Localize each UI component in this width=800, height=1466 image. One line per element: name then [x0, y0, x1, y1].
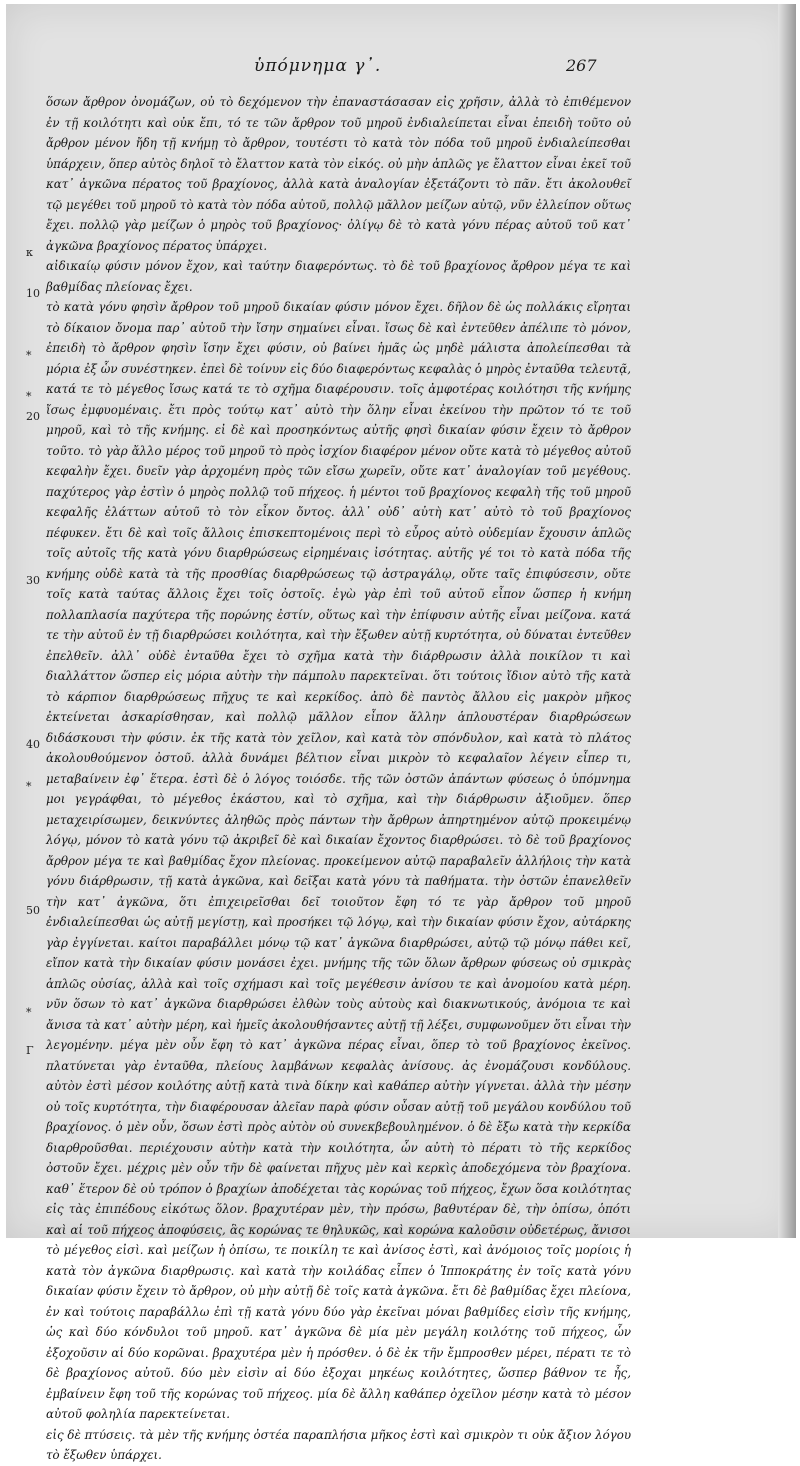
- line-number: 50: [26, 904, 40, 917]
- paragraph: αἰδικαίῳ φύσιν μόνον ἔχον, καὶ ταύτην διαφερόντως. τὸ δὲ τοῦ βραχίονος ἄρθρον μέγα τε καὶ βαθμίδας πλείονας ἔχει.: [46, 259, 631, 294]
- line-number: 30: [26, 574, 40, 587]
- margin-mark: κ: [26, 246, 33, 259]
- page-header: [6, 56, 796, 80]
- line-number: 40: [26, 738, 40, 751]
- margin-mark: *: [26, 349, 32, 362]
- scanned-page: [6, 4, 796, 1462]
- body-text: [46, 92, 631, 1466]
- paragraph: τὸ κατὰ γόνυ φησὶν ἄρθρον τοῦ μηροῦ δικαίαν φύσιν μόνον ἔχει. δῆλον δὲ ὡς πολλάκις εἴρηται τὸ δίκαιον ὄνομα παρ᾽ αὐτοῦ τὴν ἴσην σημαίνει εἶναι. ἴσως δὲ καὶ ἐντεῦθεν ἀπέλιπε τὸ μόνον, ἐπειδὴ τὸ ἄρθρον φησὶν ἴσην ἔχει φύσιν, οὐ βαίνει ἡμᾶς ὡς μηδὲ μάλιστα ἀπολείπεσθαι τὰ μόρια ἐξ ὧν συνέστηκεν. ἐπεὶ δὲ τοίνυν εἰς δύο διαφερόντως κεφαλὰς ὁ μηρὸς ἐνταῦθα τελευτᾷ, κατά τε τὸ μέγεθος ἴσως κατά τε τὸ σχῆμα διαφέρουσιν. τοῖς ἀμφοτέρας κοιλότησι τῆς κνήμης ἴσως ἐμφυομέναις. ἔτι πρὸς τούτῳ κατ᾽ αὐτὸ τὴν ὅλην εἶναι ἐκείνου τὴν πρῶτον τό τε τοῦ μηροῦ, καὶ τὸ τῆς κνήμης. εἰ δὲ καὶ προσηκόντως αὐτῆς φησὶ δικαίαν φύσιν ἔχειν τὸ ἄρθρον τοῦτο. τὸ γὰρ ἄλλο μέρος τοῦ μηροῦ τὸ πρὸς ἰσχίον διαφέρον μένον οὔτε κατὰ τὸ μέγεθος αὐτοῦ κεφαλὴν ἔχει. δυεῖν γὰρ ἀρχομένη πρὸς τῶν εἴσω χωρεῖν, οὔτε κατ᾽ ἀναλογίαν τοῦ μεγέθους. παχύτερος γὰρ ἐστὶν ὁ μηρὸς πολλῷ τοῦ πήχεος. ἡ μέντοι τοῦ βραχίονος κεφαλὴ τῆς τοῦ μηροῦ κεφαλῆς ἐλάττων αὐτοῦ τὸ τὸν εἶκον ὄντος. ἀλλ᾽ οὐδ᾽ αὐτὴ κατ᾽ αὐτὸ τὸ τοῦ βραχίονος πέφυκεν. ἔτι δὲ καὶ τοῖς ἄλλοις ἐπισκεπτομένοις περὶ τὸ εὖρος αὐτὸ οὐδεμίαν ἔχουσιν ἁπλῶς τοῖς αὐτοῖς τῆς κατὰ γόνυ διαρθρώσεως εἰρημέναις ἰσότητας. αὐτῆς γέ τοι τὸ κατὰ πόδα τῆς κνήμης οὐδὲ κατὰ τὰ τῆς προσθίας διαρθρώσεως τῷ ἀστραγάλῳ, οὔτε ταῖς ἐπιφύσεσιν, οὔτε τοῖς κατὰ ταύτας ἄλλοις ἔχει τοῖς ὀστοῖς. ἐγὼ γὰρ ἐπὶ τοῦ αὐτοῦ εἶπον ὥσπερ ἡ κνήμη πολλαπλασία παχύτερα τῆς πορώνης ἐστίν, οὕτως καὶ τὴν ἐπίφυσιν αὐτῆς εἶναι μείζονα. κατά τε τὴν αὐτοῦ ἐν τῇ διαρθρώσει κοιλότητα, καὶ τὴν ἔξωθεν αὐτῇ κυρτότητα, οὐ δύναται ἐντεῦθεν ἐπελθεῖν. ἀλλ᾽ οὐδὲ ἐνταῦθα ἔχει τὸ σχῆμα κατὰ τὴν διάρθρωσιν ἀλλὰ ποικίλον τι καὶ διαλλάττον ὥσπερ εἰς μόρια αὐτὴν τὴν πάμπολυ παρεκτεῖναι. ὅτι τούτοις ἴδιον αὐτὸ τῆς κατὰ τὸ κάρπιον διαρθρώσεως πῆχυς τε καὶ κερκίδος. ἀπὸ δὲ παντὸς ἄλλου εἰς μακρὸν μῆκος ἐκτείνεται ἀσκαρίσθησαν, καὶ πολλῷ μᾶλλον εἶπον ἄλλην ἁπλουστέραν διαρθρώσεων διδάσκουσι τὴν φύσιν. ἐκ τῆς κατὰ τὸν χεῖλον, καὶ κατὰ τὸν σπόνδυλον, καὶ κατὰ τὸ πλάτος ἀκολουθούμενον ὀστοῦ. ἀλλὰ δυνάμει βέλτιον εἶναι μικρὸν τὸ κεφαλαῖον λέγειν εἶπερ τι, μεταβαίνειν ἐφ᾽ ἕτερα. ἐστὶ δὲ ὁ λόγος τοιόσδε. τῆς τῶν ὀστῶν ἀπάντων φύσεως ὁ ὑπόμνημα μοι γεγράφθαι, τὸ μέγεθος ἑκάστου, καὶ τὸ σχῆμα, καὶ τὴν διάρθρωσιν ἀξιοῦμεν. ὅπερ μεταχειρίσωμεν, δεικνύντες ἀληθῶς πρὸς πάντων τὴν ἄρθρων ἀπηρτημένον αὐτῷ προκειμένῳ λόγῳ, μόνον τὸ κατὰ γόνυ τῷ ἀκριβεῖ δὲ καὶ δικαίαν ἔχοντος διαρθρώσει. τὸ δὲ τοῦ βραχίονος ἄρθρον μέγα τε καὶ βαθμίδας ἔχον πλείονας. προκείμενον αὐτῷ παραβαλεῖν ἀλλήλοις τὴν κατὰ γόνυ διάρθρωσιν, τῇ κατὰ ἀγκῶνα, καὶ δεῖξαι κατὰ γόνυ τὰ παθήματα. τὴν ὀστῶν ἐπανελθεῖν τὴν κατ᾽ ἀγκῶνα, ὅτι ἐπιχειρεῖσθαι δεῖ τοιοῦτον ἔφη τό τε γὰρ ἄρθρον τοῦ μηροῦ ἐνδιαλείπεσθαι ὡς αὐτῇ μεγίστῃ, καὶ προσήκει τῷ λόγῳ, καὶ τὴν δικαίαν φύσιν ἔχον, αὐτάρκης γὰρ ἐγγίνεται. καίτοι παραβάλλει μόνῳ τῷ κατ᾽ ἀγκῶνα διαρθρώσει, αὐτῷ τῷ μόνῳ πάθει κεῖ, εἴπον κατὰ τὴν δικαίαν φύσιν μονάσει ἐχει. μνήμης τῆς τῶν ὅλων ἄρθρων φύσεως οὐ σμικρὰς ἁπλῶς οὐσίας, ἀλλὰ καὶ τοῖς σχήμασι καὶ τοῖς μεγέθεσιν ἀνίσου τε καὶ ἀνομοίου κατὰ μέρη. νῦν ὅσων τὸ κατ᾽ ἀγκῶνα διαρθρώσει ἐλθὼν τοὺς αὐτοὺς καὶ διακνωτικούς, ἀνόμοια τε καὶ ἄνισα τὰ κατ᾽ αὐτὴν μέρη, καὶ ἡμεῖς ἀκολουθήσαντες αὐτῇ τῇ λέξει, συμφωνοῦμεν ὅτι εἶναι τὴν λεγομένην. μέγα μὲν οὖν ἔφη τὸ κατ᾽ ἀγκῶνα πέρας εἶναι, ὅπερ τὸ τοῦ βραχίονος ἐκεῖνος. πλατύνεται γὰρ ἐνταῦθα, πλείους λαμβάνων κεφαλὰς ἀνίσους. ἀς ἐνομάζουσι κονδύλους. αὐτὸν ἐστὶ μέσον κοιλότης αὐτῇ κατὰ τινὰ δίκην καὶ καθάπερ αὐτὴν γίγνεται. ἀλλὰ τὴν μέσην οὐ τοῖς κυρτότητα, τὴν διαφέρουσαν ἀλεῖαν παρὰ φύσιν οὖσαν αὐτῇ τοῦ μεγάλου κονδύλου τοῦ βραχίονος. ὁ μὲν οὖν, ὅσων ἐστὶ πρὸς αὐτὸν οὐ συνεκβεβουλημένον. ὁ δὲ ἔξω κατὰ τὴν κερκίδα διαρθροῦσθαι. περιέχουσιν αὐτὴν κατὰ τὴν κοιλότητα, ὧν αὐτὴ τὸ πέρατι τὸ τῆς κερκίδος ὀστοῦν ἔχει. μέχρις μὲν οὖν τῆν δὲ φαίνεται πῆχυς μὲν καὶ κερκὶς ἀποδεχόμενα τὸν βραχίονα. καθ᾽ ἕτερον δὲ οὐ τρόπον ὁ βραχίων ἀποδέχεται τὰς κορώνας τοῦ πήχεος, ἔχων ὅσα κοιλότητας εἰς τὰς ἐπιπέδους εἰκότως ὅλον. βραχυτέραν μὲν, τὴν πρόσω, βαθυτέραν δὲ, τὴν ὀπίσω, ὁπότι καὶ αἱ τοῦ πήχεος ἀποφύσεις, ἃς κορώνας τε θηλυκῶς, καὶ κορώνα καλοῦσιν οὐδετέρως, ἄνισοι τὸ μέγεθος εἰσὶ. καὶ μείζων ἡ ὀπίσω, τε ποικίλη τε καὶ ἀνίσος ἐστὶ, καὶ ἀνόμοιος τοῖς μορίοις ἡ κατὰ τὸν ἀγκῶνα διαρθρωσις. καὶ κατὰ τὴν κοιλάδας εἶπεν ὁ Ἱπποκράτης ἐν τοῖς κατὰ γόνυ δικαίαν φύσιν ἔχειν τὸ ἄρθρον, οὐ μὴν αὐτῇ δὲ τοῖς κατὰ ἀγκῶνα. ἔτι δὲ βαθμίδας ἔχει πλείονα, ἐν καὶ τούτοις παραβάλλω ἐπὶ τῇ κατὰ γόνυ δύο γὰρ ἐκεῖναι μόναι βαθμίδες εἰσὶν τῆς κνήμης, ὡς καὶ δύο κόνδυλοι τοῦ μηροῦ. κατ᾽ ἀγκῶνα δὲ μία μὲν μεγάλη κοιλότης τοῦ πήχεος, ὧν ἐξοχοῦσιν αἱ δύο κορῶναι. βραχυτέρα μὲν ἡ πρόσθεν. ὁ δὲ ἐκ τῆν ἔμπροσθεν μέρει, πέρατι τε τὸ δὲ βραχίονος αὐτοῦ. δύο μὲν εἰσὶν αἱ δύο ἐξοχαι μηκέως κοιλότητες, ὥσπερ βάθνον τε ἦς, ἐμβαίνειν ἔφη τοῦ τῆς κορώνας τοῦ πήχεος. μία δὲ ἄλλη καθάπερ ὀχεῖλον μέσην κατὰ τὸ μέσον αὐτοῦ φοληλία παρεκτείνεται.: [46, 300, 631, 1421]
- margin-mark: *: [26, 1006, 32, 1019]
- paragraph: εἰς δὲ πτύσεις. τὰ μὲν τῆς κνήμης ὀστέα παραπλήσια μῆκος ἐστὶ καὶ σμικρὸν τι οὐκ ἄξιον λόγου τὸ ἔξωθεν ὑπάρχει.: [46, 1427, 631, 1462]
- margin-mark: Γ: [26, 1044, 34, 1057]
- page-edge-shadow: [778, 4, 796, 1238]
- paragraph: ὅσων ἄρθρον ὀνομάζων, οὐ τὸ δεχόμενον τὴν ἐπαναστάσασαν εἰς χρῆσιν, ἀλλὰ τὸ ἐπιθέμενον ἐν τῇ κοιλότητι καὶ οὐκ ἔπι, τό τε τῶν ἄρθρον τοῦ μηροῦ ἐνδιαλείπεται εἶναι ἐπειδὴ τοῦτο οὐ ἄρθρον μένον ἤδη τῇ κνήμῃ τὸ ἄρθρον, τουτέστι τὸ κατὰ τὸν πόδα τοῦ μηροῦ ἐνδιαλείπεσθαι ὑπάρχειν, ὅπερ αὐτὸς δηλοῖ τὸ ἔλαττον κατὰ τὸν εἰκός. οὐ μὴν ἁπλῶς γε ἔλαττον εἶναι ἐκεῖ τοῦ κατ᾽ ἀγκῶνα πέρατος τοῦ βραχίονος, ἀλλὰ κατὰ ἀναλογίαν ἐξετάζοντι τὸ πᾶν. ἔτι ἀκολουθεῖ τῷ μεγέθει τοῦ μηροῦ τὸ κατὰ τὸν πόδα αὐτοῦ, πολλῷ μᾶλλον μείζων αὐτῷ, νῦν ἐλλείπον οὕτως ἔχει. πολλῷ γὰρ μείζων ὁ μηρὸς τοῦ βραχίονος· ὀλίγῳ δὲ τὸ κατὰ γόνυ πέρας αὐτοῦ τοῦ κατ᾽ ἀγκῶνα βραχίονος πέρατος ὑπάρχει.: [46, 95, 631, 253]
- line-number: 20: [26, 410, 40, 423]
- margin-mark: *: [26, 390, 32, 403]
- margin-mark: *: [26, 780, 32, 793]
- running-head: ὑπόμνημα γ᾽.: [254, 56, 382, 76]
- folio-number: 267: [566, 56, 597, 75]
- line-number: 10: [26, 287, 40, 300]
